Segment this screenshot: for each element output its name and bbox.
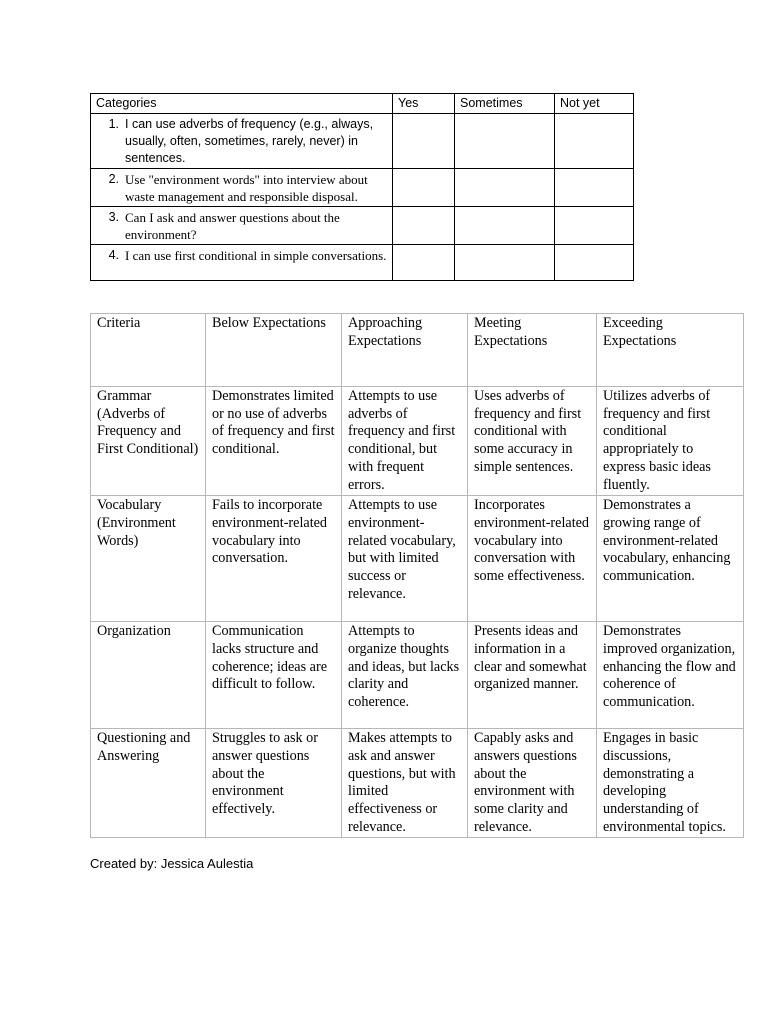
yes-cell[interactable] — [393, 207, 455, 245]
header-meeting-expectations: Meeting Expectations — [468, 314, 597, 387]
header-categories: Categories — [91, 94, 393, 114]
not-yet-cell[interactable] — [555, 114, 634, 169]
item-text: Can I ask and answer questions about the environment? — [125, 210, 340, 242]
header-yes: Yes — [393, 94, 455, 114]
category-cell — [91, 207, 393, 245]
rubric-row-organization — [91, 622, 744, 729]
checklist-row — [91, 114, 634, 169]
criteria-cell: Organization — [91, 622, 206, 729]
sometimes-cell[interactable] — [455, 245, 555, 281]
below-cell: Struggles to ask or answer questions about the environment effectively. — [206, 729, 342, 838]
item-number: 1. — [108, 117, 119, 131]
approaching-cell: Attempts to use environment-related vocabulary, but with limited success or relevance. — [342, 496, 468, 622]
header-not-yet: Not yet — [555, 94, 634, 114]
sometimes-cell[interactable] — [455, 169, 555, 207]
item-text: Use "environment words" into interview about waste management and responsible disposal. — [125, 172, 368, 204]
item-number: 4. — [108, 248, 119, 262]
meeting-cell: Uses adverbs of frequency and first conditional with some accuracy in simple sentences. — [468, 387, 597, 496]
below-cell: Fails to incorporate environment-related vocabulary into conversation. — [206, 496, 342, 622]
below-cell: Communication lacks structure and coherence; ideas are difficult to follow. — [206, 622, 342, 729]
rubric-row-vocabulary — [91, 496, 744, 622]
item-text: I can use adverbs of frequency (e.g., always, usually, often, sometimes, rarely, never) in sentences. — [125, 117, 374, 165]
header-exceeding-expectations: Exceeding Expectations — [597, 314, 744, 387]
sometimes-cell[interactable] — [455, 114, 555, 169]
below-cell: Demonstrates limited or no use of adverbs of frequency and first conditional. — [206, 387, 342, 496]
checklist-row — [91, 245, 634, 281]
speaking-rubric — [90, 313, 744, 838]
header-sometimes: Sometimes — [455, 94, 555, 114]
checklist-row — [91, 207, 634, 245]
item-number: 3. — [108, 210, 119, 224]
yes-cell[interactable] — [393, 114, 455, 169]
exceeding-cell: Demonstrates a growing range of environment-related vocabulary, enhancing communication. — [597, 496, 744, 622]
approaching-cell: Makes attempts to ask and answer questions, but with limited effectiveness or relevance. — [342, 729, 468, 838]
not-yet-cell[interactable] — [555, 169, 634, 207]
exceeding-cell: Engages in basic discussions, demonstrating a developing understanding of environmental topics. — [597, 729, 744, 838]
rubric-row-grammar — [91, 387, 744, 496]
author-credit: Created by: Jessica Aulestia — [90, 856, 254, 871]
checklist-header-row — [91, 94, 634, 114]
header-criteria: Criteria — [91, 314, 206, 387]
item-text: I can use first conditional in simple conversations. — [125, 248, 387, 263]
criteria-cell: Grammar (Adverbs of Frequency and First Conditional) — [91, 387, 206, 496]
self-assessment-checklist — [90, 93, 634, 281]
approaching-cell: Attempts to organize thoughts and ideas, but lacks clarity and coherence. — [342, 622, 468, 729]
header-below-expectations: Below Expectations — [206, 314, 342, 387]
category-cell — [91, 114, 393, 169]
yes-cell[interactable] — [393, 245, 455, 281]
exceeding-cell: Utilizes adverbs of frequency and first conditional appropriately to express basic ideas fluently. — [597, 387, 744, 496]
item-number: 2. — [108, 172, 119, 186]
sometimes-cell[interactable] — [455, 207, 555, 245]
meeting-cell: Incorporates environment-related vocabulary into conversation with some effectiveness. — [468, 496, 597, 622]
rubric-header-row — [91, 314, 744, 387]
not-yet-cell[interactable] — [555, 207, 634, 245]
rubric-row-questioning — [91, 729, 744, 838]
header-approaching-expectations: Approaching Expectations — [342, 314, 468, 387]
approaching-cell: Attempts to use adverbs of frequency and first conditional, but with frequent errors. — [342, 387, 468, 496]
criteria-cell: Vocabulary (Environment Words) — [91, 496, 206, 622]
category-cell — [91, 245, 393, 281]
not-yet-cell[interactable] — [555, 245, 634, 281]
criteria-cell: Questioning and Answering — [91, 729, 206, 838]
exceeding-cell: Demonstrates improved organization, enhancing the flow and coherence of communication. — [597, 622, 744, 729]
meeting-cell: Presents ideas and information in a clear and somewhat organized manner. — [468, 622, 597, 729]
yes-cell[interactable] — [393, 169, 455, 207]
meeting-cell: Capably asks and answers questions about the environment with some clarity and relevance. — [468, 729, 597, 838]
checklist-row — [91, 169, 634, 207]
category-cell — [91, 169, 393, 207]
